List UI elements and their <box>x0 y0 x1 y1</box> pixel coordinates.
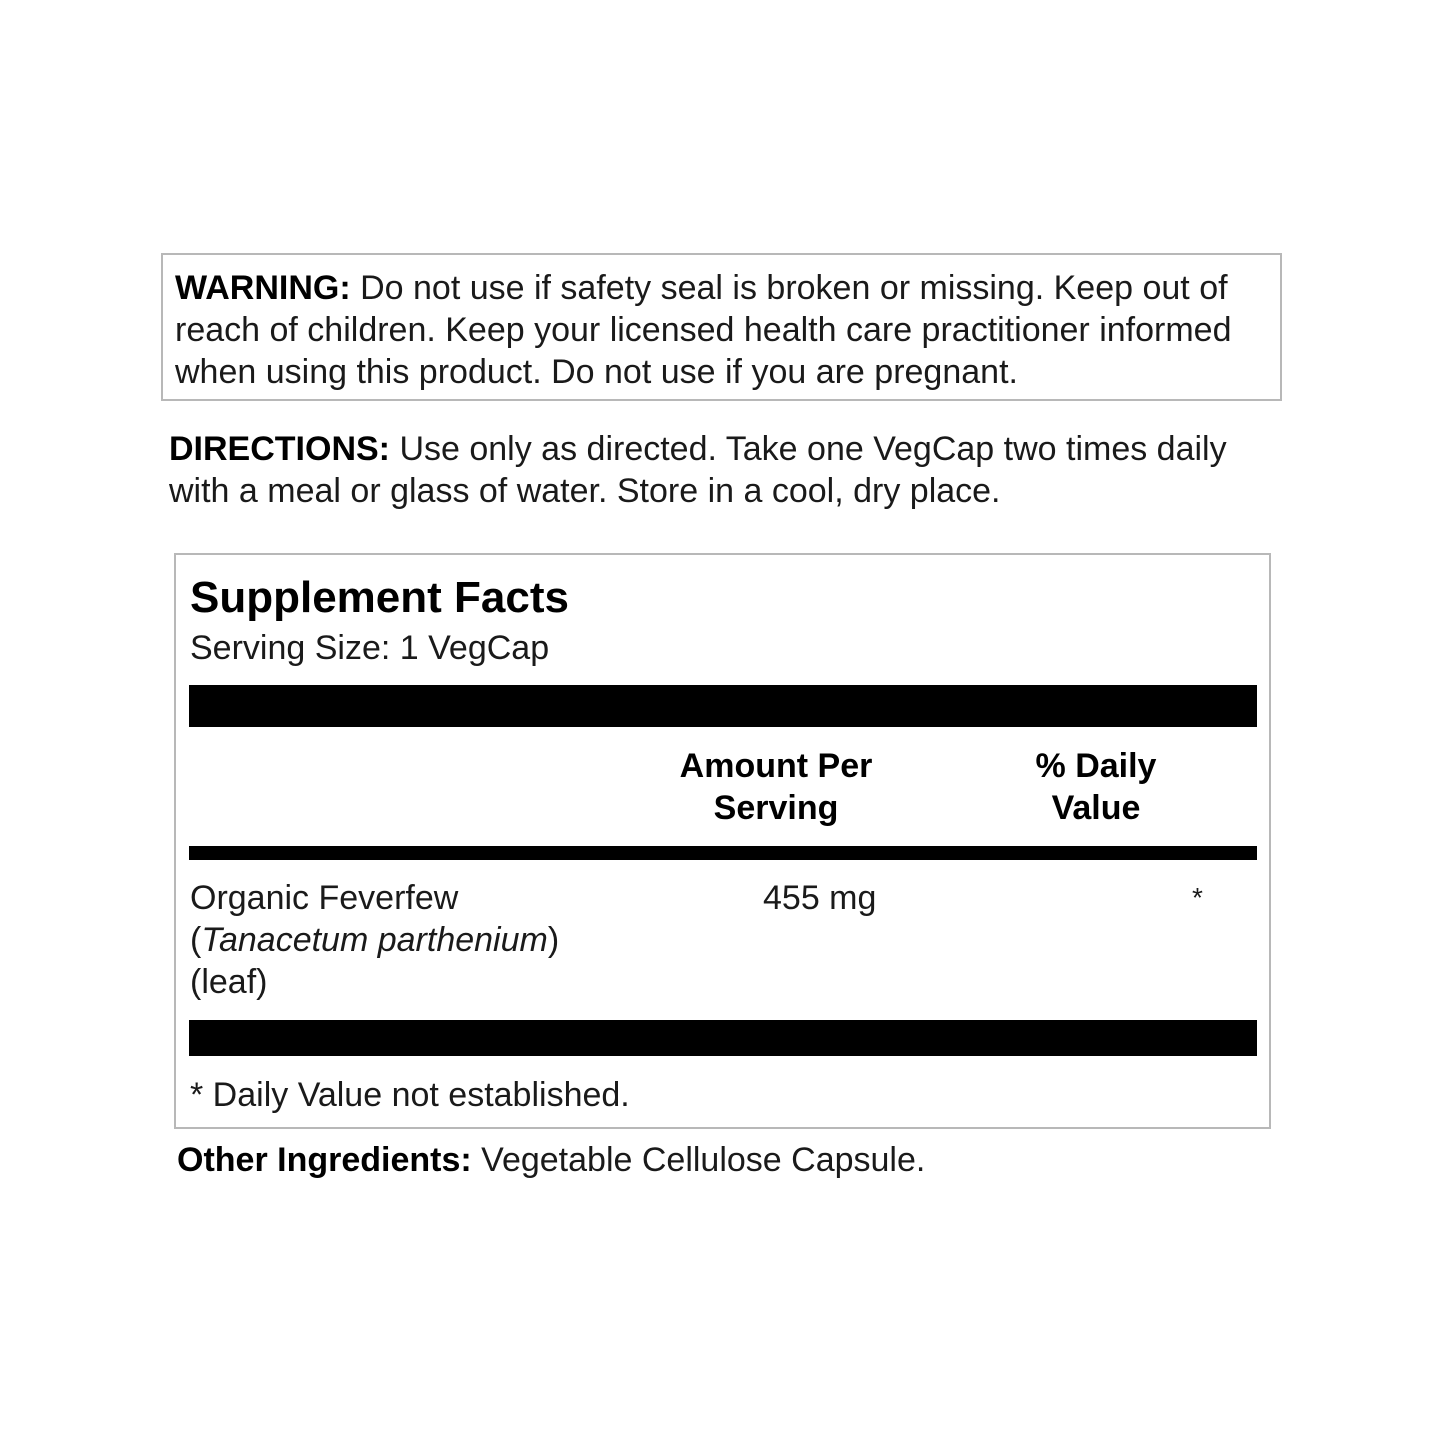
ingredient-name-suffix: ) (leaf) <box>190 921 560 1001</box>
divider-bar-middle <box>189 846 1257 860</box>
other-ingredients-text: Vegetable Cellulose Capsule. <box>471 1141 926 1179</box>
ingredient-name-prefix: Organic Feverfew ( <box>190 879 459 959</box>
ingredient-amount: 455 mg <box>763 879 877 917</box>
directions-text: Use only as directed. Take one VegCap two times daily with a meal or glass of water. Store in a cool, dry place. <box>169 430 1227 510</box>
supplement-facts-title: Supplement Facts <box>190 573 569 622</box>
warning-text: Do not use if safety seal is broken or missing. Keep out of reach of children. Keep your licensed health care practitioner informed when using this product. Do not use if you are pregnant. <box>175 269 1232 391</box>
warning-box <box>161 253 1282 401</box>
directions-label: DIRECTIONS: <box>169 430 390 468</box>
warning-label: WARNING: <box>175 269 351 307</box>
daily-value-header <box>996 745 1196 829</box>
dv-header-line2: Value <box>1051 789 1141 827</box>
serving-size: Serving Size: 1 VegCap <box>190 629 550 667</box>
other-ingredients <box>177 1139 925 1181</box>
dv-header-line1: % Daily <box>1035 747 1157 785</box>
amount-per-serving-header <box>646 745 906 829</box>
directions-section <box>169 428 1269 512</box>
other-ingredients-label: Other Ingredients: <box>177 1141 472 1179</box>
divider-bar-top <box>189 685 1257 727</box>
ingredient-daily-value: * <box>1192 882 1203 913</box>
daily-value-footnote: * Daily Value not established. <box>190 1076 630 1114</box>
amount-header-line2: Serving <box>713 789 839 827</box>
amount-header-line1: Amount Per <box>679 747 873 785</box>
ingredient-latin-name: Tanacetum parthenium <box>201 921 548 959</box>
ingredient-name <box>190 877 570 1003</box>
supplement-facts-panel <box>174 553 1271 1129</box>
divider-bar-bottom <box>189 1020 1257 1056</box>
